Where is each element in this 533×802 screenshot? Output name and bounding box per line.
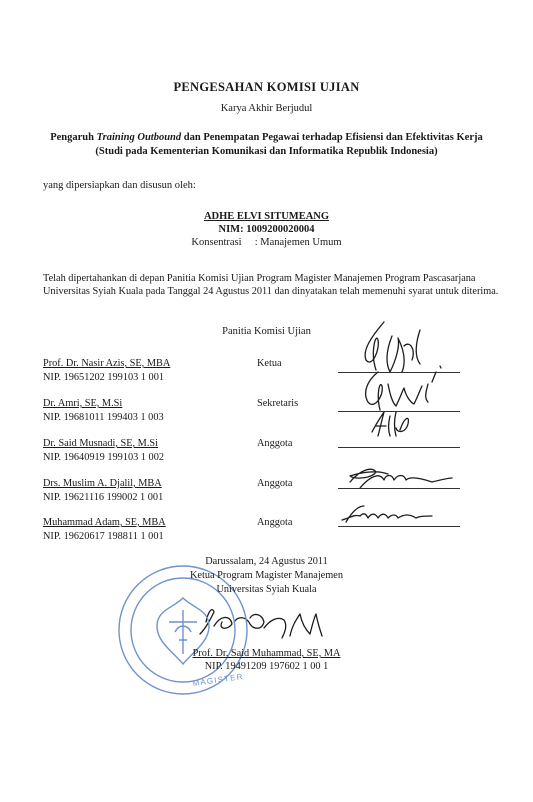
member-role: Anggota xyxy=(257,517,293,528)
head-position-line-2: Universitas Syiah Kuala xyxy=(216,584,317,595)
signature-sekretaris xyxy=(366,372,428,410)
author-name: ADHE ELVI SITUMEANG xyxy=(203,211,330,222)
thesis-label: Karya Akhir Berjudul xyxy=(220,103,313,114)
author-nim: NIM: 1009200020004 xyxy=(218,224,315,235)
member-name: Prof. Dr. Nasir Azis, SE, MBA xyxy=(43,358,171,369)
signature-ketua-dot xyxy=(440,366,441,368)
signature-sekretaris-tick xyxy=(432,372,436,382)
konsentrasi: Konsentrasi : Manajemen Umum xyxy=(191,237,342,248)
place-date: Darussalam, 24 Agustus 2011 xyxy=(205,556,328,567)
member-name: Drs. Muslim A. Djalil, MBA xyxy=(43,478,162,489)
member-name: Dr. Amri, SE, M.Si xyxy=(43,398,123,409)
committee-title: Panitia Komisi Ujian xyxy=(222,326,311,337)
member-nip: NIP. 19620617 198811 1 001 xyxy=(43,531,164,542)
member-nip: NIP. 19640919 199103 1 002 xyxy=(43,452,164,463)
thesis-title-part-2: dan Penempatan Pegawai terhadap Efisiensi dan Efektivitas Kerja (Studi pada Kementerian Komunikasi dan Informatika Republik Indonesia) xyxy=(95,132,483,157)
member-role: Anggota xyxy=(257,478,293,489)
signature-anggota-1 xyxy=(372,412,408,436)
member-nip: NIP. 19621116 199002 1 001 xyxy=(43,492,164,503)
signature-anggota-2 xyxy=(350,469,452,488)
prepared-by-text: yang dipersiapkan dan disusun oleh: xyxy=(43,180,196,191)
member-role: Ketua xyxy=(257,358,282,369)
member-role: Sekretaris xyxy=(257,398,299,409)
member-role: Anggota xyxy=(257,438,293,449)
member-nip: NIP. 19651202 199103 1 001 xyxy=(43,372,164,383)
thesis-title-italic: Training Outbound xyxy=(96,132,182,143)
signature-ketua xyxy=(365,322,420,372)
defense-statement: Telah dipertahankan di depan Panitia Komisi Ujian Program Magister Manajemen Program Pascasarjana Universitas Syiah Kuala pada Tanggal 24 Agustus 2011 dan dinyatakan telah memenuhi syarat untuk diterima. xyxy=(43,273,499,297)
thesis-title-part-1: Pengaruh xyxy=(50,132,97,143)
head-position-line-1: Ketua Program Magister Manajemen xyxy=(190,570,343,581)
signature-anggota-3 xyxy=(342,506,432,522)
head-name: Prof. Dr. Said Muhammad, SE, MA xyxy=(192,648,341,659)
page-title: PENGESAHAN KOMISI UJIAN xyxy=(173,80,360,94)
head-nip: NIP. 19491209 197602 1 00 1 xyxy=(204,661,329,672)
member-name: Muhammad Adam, SE, MBA xyxy=(43,517,166,528)
member-name: Dr. Said Musnadi, SE, M.Si xyxy=(43,438,158,449)
seal-text: MAGISTER xyxy=(192,671,245,688)
member-nip: NIP. 19681011 199403 1 003 xyxy=(43,412,164,423)
university-seal-icon xyxy=(113,560,253,700)
